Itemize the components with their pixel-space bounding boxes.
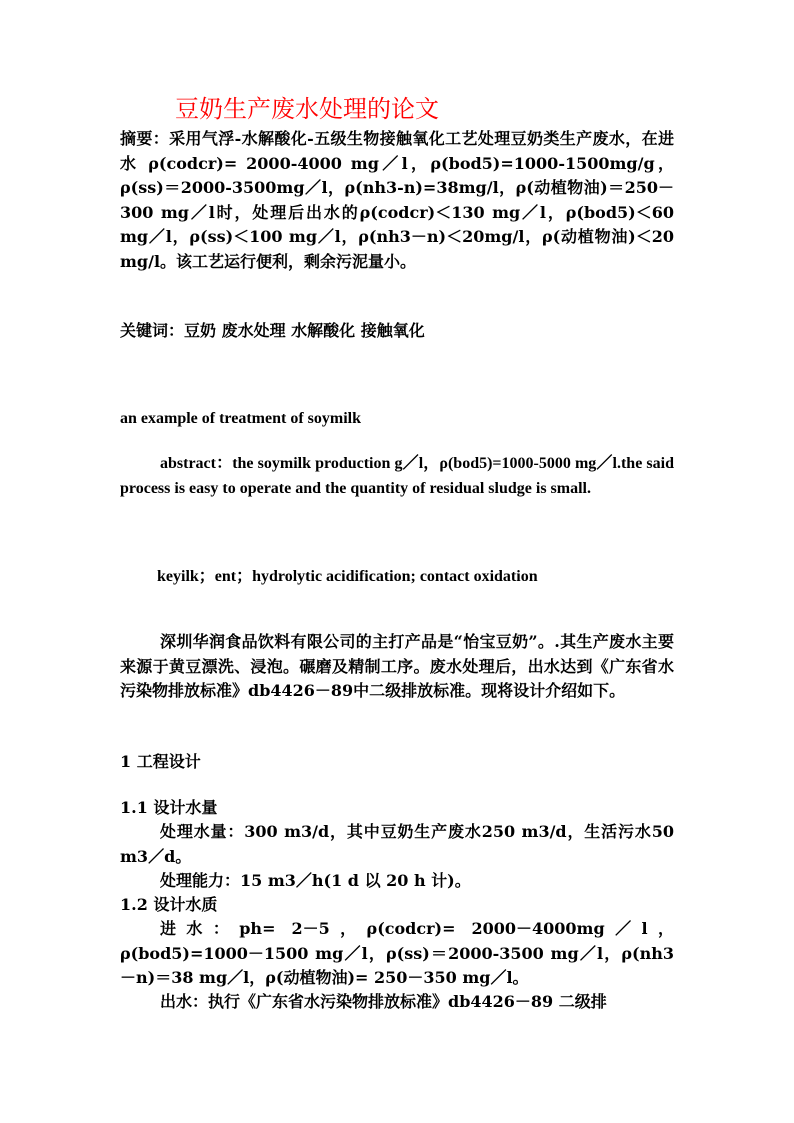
outflow-paragraph: 出水：执行《广东省水污染物排放标准》db4426－89 二级排 xyxy=(160,992,607,1011)
keywords-chinese: 关键词：豆奶 废水处理 水解酸化 接触氧化 xyxy=(120,321,425,340)
section-heading-1-2: 1.2 设计水质 xyxy=(120,895,218,914)
abstract-english: abstract：the soymilk production g／l，ρ(bod5)=1000-5000 mg／l.the said process is easy to operate and the quantity of residual sludge is small. xyxy=(120,455,674,497)
inflow-paragraph: 进水：ph= 2－5，ρ(codcr)= 2000－4000mg／l，ρ(bod5)=1000－1500 mg／l，ρ(ss)＝2000-3500 mg／l，ρ(nh3－n)＝38 mg／l，ρ(动植物油)= 250－350 mg／l。 xyxy=(120,919,674,987)
section-heading-1: 1 工程设计 xyxy=(120,752,201,771)
english-title: an example of treatment of soymilk xyxy=(120,410,361,427)
capacity-paragraph: 处理能力：15 m3／h(1 d 以 20 h 计)。 xyxy=(160,871,471,890)
section-heading-1-1: 1.1 设计水量 xyxy=(120,798,218,817)
volume-paragraph: 处理水量：300 m3/d，其中豆奶生产废水250 m3/d，生活污水50 m3／d。 xyxy=(120,822,674,866)
document-title: 豆奶生产废水处理的论文 xyxy=(175,95,439,123)
abstract-chinese: 摘要：采用气浮-水解酸化-五级生物接触氧化工艺处理豆奶类生产废水，在进水 ρ(codcr)= 2000-4000 mg／l，ρ(bod5)=1000-1500mg/g，ρ(ss)＝2000-3500mg／l，ρ(nh3-n)=38mg/l，ρ(动植物油)＝250－300 mg／l时，处理后出水的ρ(codcr)＜130 mg／l，ρ(bod5)＜60 mg／l，ρ(ss)＜100 mg／l，ρ(nh3－n)＜20mg/l，ρ(动植物油)＜20 mg/l。该工艺运行便利，剩余污泥量小。 xyxy=(120,129,674,271)
intro-paragraph: 深圳华润食品饮料有限公司的主打产品是“怡宝豆奶”。.其生产废水主要来源于黄豆漂洗、浸泡。碾磨及精制工序。废水处理后，出水达到《广东省水污染物排放标准》db4426－89中二级排放标准。现将设计介绍如下。 xyxy=(120,632,674,700)
keywords-english: keyilk；ent；hydrolytic acidification; contact oxidation xyxy=(157,568,538,585)
